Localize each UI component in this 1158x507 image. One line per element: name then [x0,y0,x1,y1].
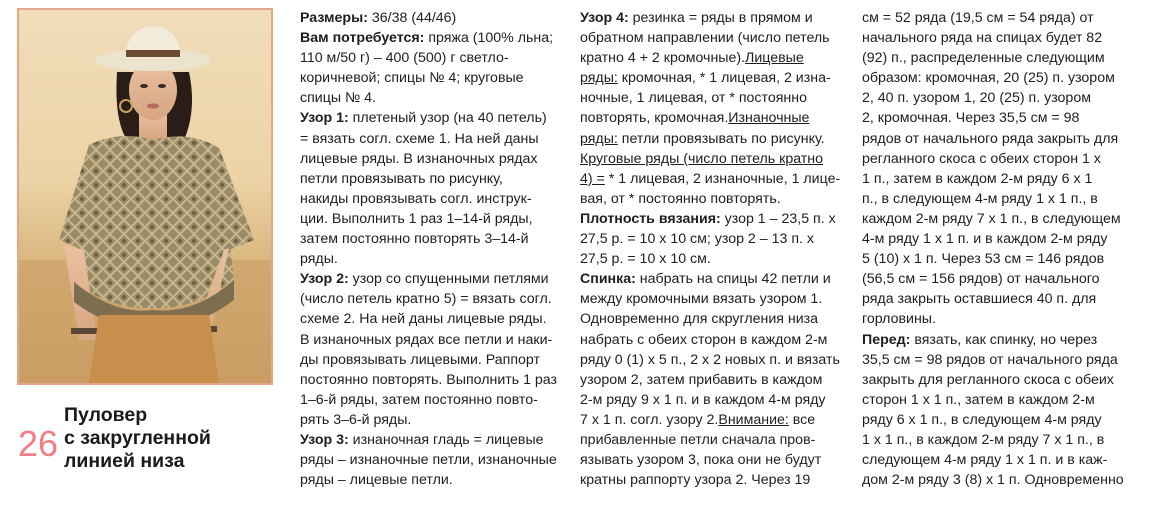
line-text: кромочная, * 1 лицевая, 2 изна- [617,70,831,87]
text-line [580,309,839,329]
line-text: ряду 0 (1) х 5 п., 2 х 2 новых п. и вязать [580,351,840,368]
line-text: пряжа (100% льна; [424,30,554,47]
text-line [862,289,1120,309]
text-line [862,28,1120,48]
text-line [862,249,1120,269]
text-line [300,269,558,289]
line-text: ряды – изнаночные петли, изнаночные [300,452,557,469]
text-line [862,88,1120,108]
line-text: 36/38 (44/46) [367,10,457,26]
text-line [862,8,1120,28]
line-text: см = 52 ряда (19,5 см = 54 ряда) от [862,10,1094,26]
text-line [580,470,839,490]
underlined-text: Внимание: [718,411,789,428]
title-line: Пуловер [64,404,148,426]
bold-label: Узор 1: [300,110,349,127]
line-text: дом 2-м ряду 3 (8) х 1 п. Одновременно [862,472,1124,489]
line-text: 2, кромочная. Через 35,5 см = 98 [862,110,1080,127]
text-line [300,68,558,88]
text-line [862,390,1120,410]
line-text: петли провязывать по рисунку, [300,170,503,187]
line-text: набрать на спицы 42 петли и [635,271,831,288]
line-text: = вязать согл. схеме 1. На ней даны [300,130,539,147]
line-text: 4-м ряду 1 х 1 п. и в каждом 2-м ряду [862,231,1108,248]
text-line [300,129,558,149]
text-line [300,430,558,450]
bold-label: Плотность вязания: [580,210,721,227]
line-text: (56,5 см = 156 рядов) от начального [862,271,1100,288]
text-line [580,350,839,370]
text-line [300,108,558,128]
bold-label: Размеры: [300,10,368,26]
text-column-1 [300,8,558,490]
line-text: вая, от * постоянно повторять. [580,190,781,207]
bold-label: Вам потребуется: [300,30,425,47]
line-text: горловины. [862,311,936,328]
underlined-text: Круговые ряды (число петель кратно [580,150,824,167]
text-line [300,350,558,370]
text-line [580,88,839,108]
line-text: 1–6-й ряды, затем постоянно повто- [300,391,538,408]
text-line [580,430,839,450]
line-text: ряды – лицевые петли. [300,472,453,489]
text-line [300,28,558,48]
line-text: кратно 4 + 2 кромочные). [580,50,746,67]
text-line [580,390,839,410]
line-text: коричневой; спицы № 4; круговые [300,70,524,87]
text-column-3 [862,8,1124,490]
line-text: 1 х 1 п., в каждом 2-м ряду 7 х 1 п., в [862,431,1105,448]
text-line [862,450,1120,470]
text-line [300,88,558,108]
line-text: ды провязывать лицевыми. Раппорт [300,351,541,368]
text-line [300,289,558,309]
text-line [862,430,1120,450]
line-text: (92) п., распределенные следующим [862,50,1105,67]
line-text: вязать, как спинку, но через [910,331,1098,348]
text-line [300,370,558,390]
bold-label: Узор 4: [580,10,629,26]
line-text: следующем 4-м ряду 1 х 1 п. и в каж- [862,452,1108,469]
text-column-2 [580,8,839,490]
line-text: Одновременно для скругления низа [580,311,819,328]
model-illustration [19,10,271,383]
line-text: резинка = ряды в прямом и [628,10,813,26]
pattern-title [64,404,211,473]
text-line [862,229,1120,249]
bold-label: Узор 3: [300,431,349,448]
line-text: плетеный узор (на 40 петель) [348,110,547,127]
text-line [862,330,1120,350]
text-line [300,330,558,350]
line-text: 35,5 см = 98 рядов от начального ряда [862,351,1118,368]
text-line [580,149,839,169]
underlined-text: Изнаночные [728,110,810,127]
line-text: (число петель кратно 5) = вязать согл. [300,291,552,308]
text-line [300,309,558,329]
line-text: сторон 1 х 1 п., затем в каждом 2-м [862,391,1095,408]
text-line [580,169,839,189]
text-line [580,330,839,350]
text-line [862,149,1120,169]
line-text: 7 х 1 п. согл. узору 2. [580,411,719,428]
line-text: ряду 6 х 1 п., в следующем 4-м ряду [862,411,1102,428]
line-text: спицы № 4. [300,90,376,107]
line-text: все [788,411,816,428]
text-line [580,370,839,390]
line-text: 1 п., затем в каждом 2-м ряду 6 х 1 [862,170,1093,187]
text-line [580,189,839,209]
bold-label: Перед: [862,331,911,348]
text-line [580,209,839,229]
line-text: набрать с обеих сторон в каждом 2-м [580,331,828,348]
line-text: кратны раппорту узора 2. Через 19 [580,472,811,489]
text-line [862,169,1120,189]
line-text: узором 2, затем прибавить в каждом [580,371,823,388]
underlined-text: ряды: [580,70,618,87]
text-line [862,108,1120,128]
text-line [300,410,558,430]
line-text: 2-м ряду 9 х 1 п. и в каждом 4-м ряду [580,391,826,408]
text-line [300,169,558,189]
bold-label: Спинка: [580,271,636,288]
line-text: повторять, кромочная. [580,110,729,127]
line-text: ряда закрыть оставшиеся 40 п. для [862,291,1097,308]
text-line [862,350,1120,370]
line-text: ночные, 1 лицевая, от * постоянно [580,90,807,107]
text-line [580,28,839,48]
line-text: обратном направлении (число петель [580,30,830,47]
line-text: 27,5 р. = 10 х 10 см. [580,251,711,268]
underlined-text: ряды: [580,130,618,147]
line-text: * 1 лицевая, 2 изнаночные, 1 лице- [604,170,841,187]
line-text: накиды провязывать согл. инструк- [300,190,532,207]
line-text: петли провязывать по рисунку. [617,130,825,147]
line-text: регланного скоса с обеих сторон 1 х [862,150,1101,167]
line-text: между кромочными вязать узором 1. [580,291,823,308]
text-line [300,249,558,269]
line-text: узор 1 – 23,5 п. х [720,210,836,227]
title-line: линией низа [64,450,185,472]
bold-label: Узор 2: [300,271,349,288]
line-text: 2, 40 п. узором 1, 20 (25) п. узором [862,90,1091,107]
pattern-caption [16,404,286,494]
model-photo [17,8,273,385]
line-text: п., в следующем 4-м ряду 1 х 1 п., в [862,190,1098,207]
line-text: закрыть для регланного скоса с обеих [862,371,1114,388]
text-line [300,229,558,249]
pattern-number: 26 [18,423,59,464]
text-line [300,189,558,209]
text-line [862,410,1120,430]
text-line [862,68,1120,88]
line-text: образом: кромочная, 20 (25) п. узором [862,70,1115,87]
underlined-text: 4) = [580,170,605,187]
line-text: 5 (10) х 1 п. Через 53 см = 146 рядов [862,251,1105,268]
text-line [580,229,839,249]
text-line [580,450,839,470]
line-text: ции. Выполнить 1 раз 1–14-й ряды, [300,210,533,227]
text-line [300,149,558,169]
text-line [580,410,839,430]
text-line [862,269,1120,289]
text-line [300,450,558,470]
line-text: ряды. [300,251,338,268]
line-text: начального ряда на спицах будет 82 [862,30,1103,47]
line-text: лицевые ряды. В изнаночных рядах [300,150,538,167]
line-text: прибавленные петли сначала пров- [580,431,816,448]
text-line [580,8,839,28]
text-line [300,209,558,229]
underlined-text: Лицевые [745,50,804,67]
line-text: рять 3–6-й ряды. [300,411,412,428]
text-line [580,68,839,88]
line-text: изнаночная гладь = лицевые [348,431,544,448]
line-text: каждом 2-м ряду 7 х 1 п., в следующем [862,210,1121,227]
text-line [862,370,1120,390]
text-line [580,129,839,149]
text-line [862,209,1120,229]
text-line [580,249,839,269]
text-line [300,48,558,68]
text-line [580,289,839,309]
line-text: схеме 2. На ней даны лицевые ряды. [300,311,547,328]
line-text: постоянно повторять. Выполнить 1 раз [300,371,558,388]
text-line [580,269,839,289]
text-line [300,8,558,28]
text-line [580,48,839,68]
line-text: язывать узором 3, пока они не будут [580,452,822,469]
line-text: В изнаночных рядах все петли и наки- [300,331,553,348]
text-line [862,189,1120,209]
line-text: 110 м/50 г) – 400 (500) г светло- [300,50,509,67]
line-text: 27,5 р. = 10 х 10 см; узор 2 – 13 п. х [580,231,814,248]
text-line [862,48,1120,68]
title-line: с закругленной [64,427,211,449]
line-text: узор со спущенными петлями [348,271,549,288]
line-text: затем постоянно повторять 3–14-й [300,231,529,248]
line-text: рядов от начального ряда закрыть для [862,130,1119,147]
text-line [580,108,839,128]
text-line [300,390,558,410]
text-line [862,129,1120,149]
text-line [862,470,1124,490]
text-line [862,309,1120,329]
text-line [300,470,558,490]
